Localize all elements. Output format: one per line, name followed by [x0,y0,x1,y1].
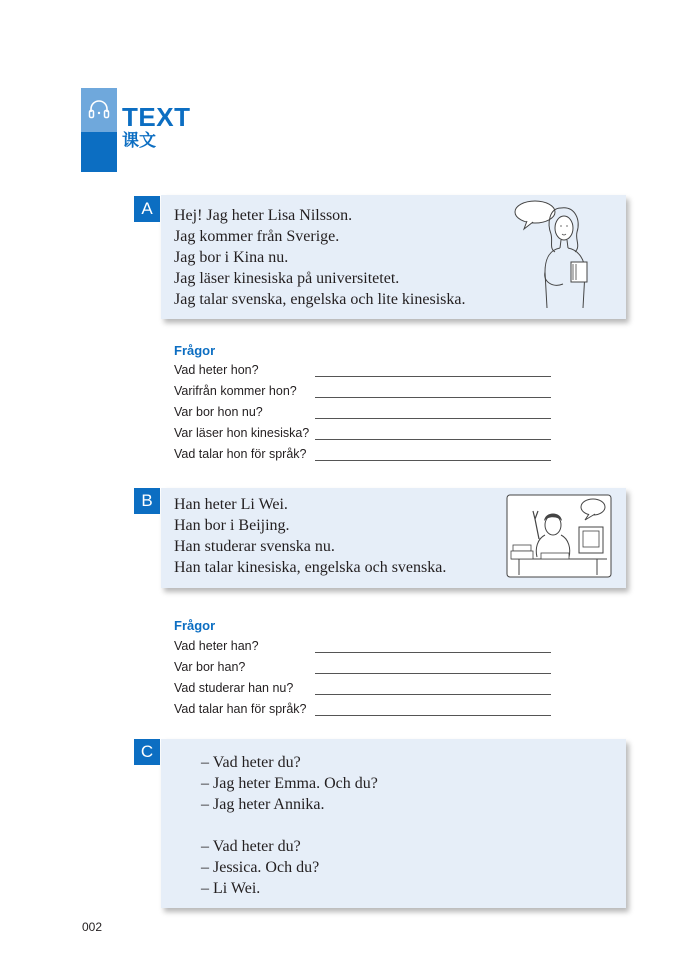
page-number: 002 [82,920,103,934]
text-line: Han bor i Beijing. [174,517,290,534]
answer-line[interactable] [315,673,551,674]
text-a [174,205,465,310]
text-line: Han studerar svenska nu. [174,538,335,555]
headphones-icon [87,98,111,122]
question-a-5: Vad talar hon för språk? [174,447,307,461]
section-title: TEXT [122,102,191,132]
dialog-line: – Li Wei. [201,880,261,897]
question-b-4: Vad talar han för språk? [174,702,307,716]
answer-line[interactable] [315,652,551,653]
question-a-3: Var bor hon nu? [174,405,263,419]
questions-title-a: Frågor [174,343,216,358]
dialog-line: – Jessica. Och du? [201,859,320,876]
text-line: Jag talar svenska, engelska och lite kinesiska. [174,291,466,308]
dialog-line: – Jag heter Annika. [201,796,325,813]
dialog-line: – Vad heter du? [201,838,301,855]
dialog-2 [201,836,319,899]
section-tag-a: A [134,196,160,222]
text-line: Han heter Li Wei. [174,496,288,513]
header-tab-top [81,88,117,132]
question-a-1: Vad heter hon? [174,363,259,377]
man-at-desk-illustration [505,493,613,579]
dialog-line: – Vad heter du? [201,754,301,771]
section-header-tab [81,88,117,172]
question-b-1: Vad heter han? [174,639,259,653]
text-line: Jag läser kinesiska på universitetet. [174,270,400,287]
dialog-1 [201,752,378,815]
answer-line[interactable] [315,418,551,419]
text-line: Jag bor i Kina nu. [174,249,289,266]
question-b-2: Var bor han? [174,660,246,674]
text-line: Jag kommer från Sverige. [174,228,340,245]
answer-line[interactable] [315,694,551,695]
answer-line[interactable] [315,439,551,440]
question-a-2: Varifrån kommer hon? [174,384,297,398]
text-line: Hej! Jag heter Lisa Nilsson. [174,207,353,224]
answer-line[interactable] [315,460,551,461]
answer-line[interactable] [315,376,551,377]
question-b-3: Vad studerar han nu? [174,681,294,695]
text-line: Han talar kinesiska, engelska och svenska. [174,559,447,576]
section-subtitle: 课文 [122,131,156,150]
text-b [174,494,446,578]
section-tag-c: C [134,739,160,765]
question-a-4: Var läser hon kinesiska? [174,426,310,440]
answer-line[interactable] [315,397,551,398]
questions-title-b: Frågor [174,618,216,633]
answer-line[interactable] [315,715,551,716]
dialog-line: – Jag heter Emma. Och du? [201,775,378,792]
section-tag-b: B [134,488,160,514]
woman-with-book-illustration [513,198,595,314]
